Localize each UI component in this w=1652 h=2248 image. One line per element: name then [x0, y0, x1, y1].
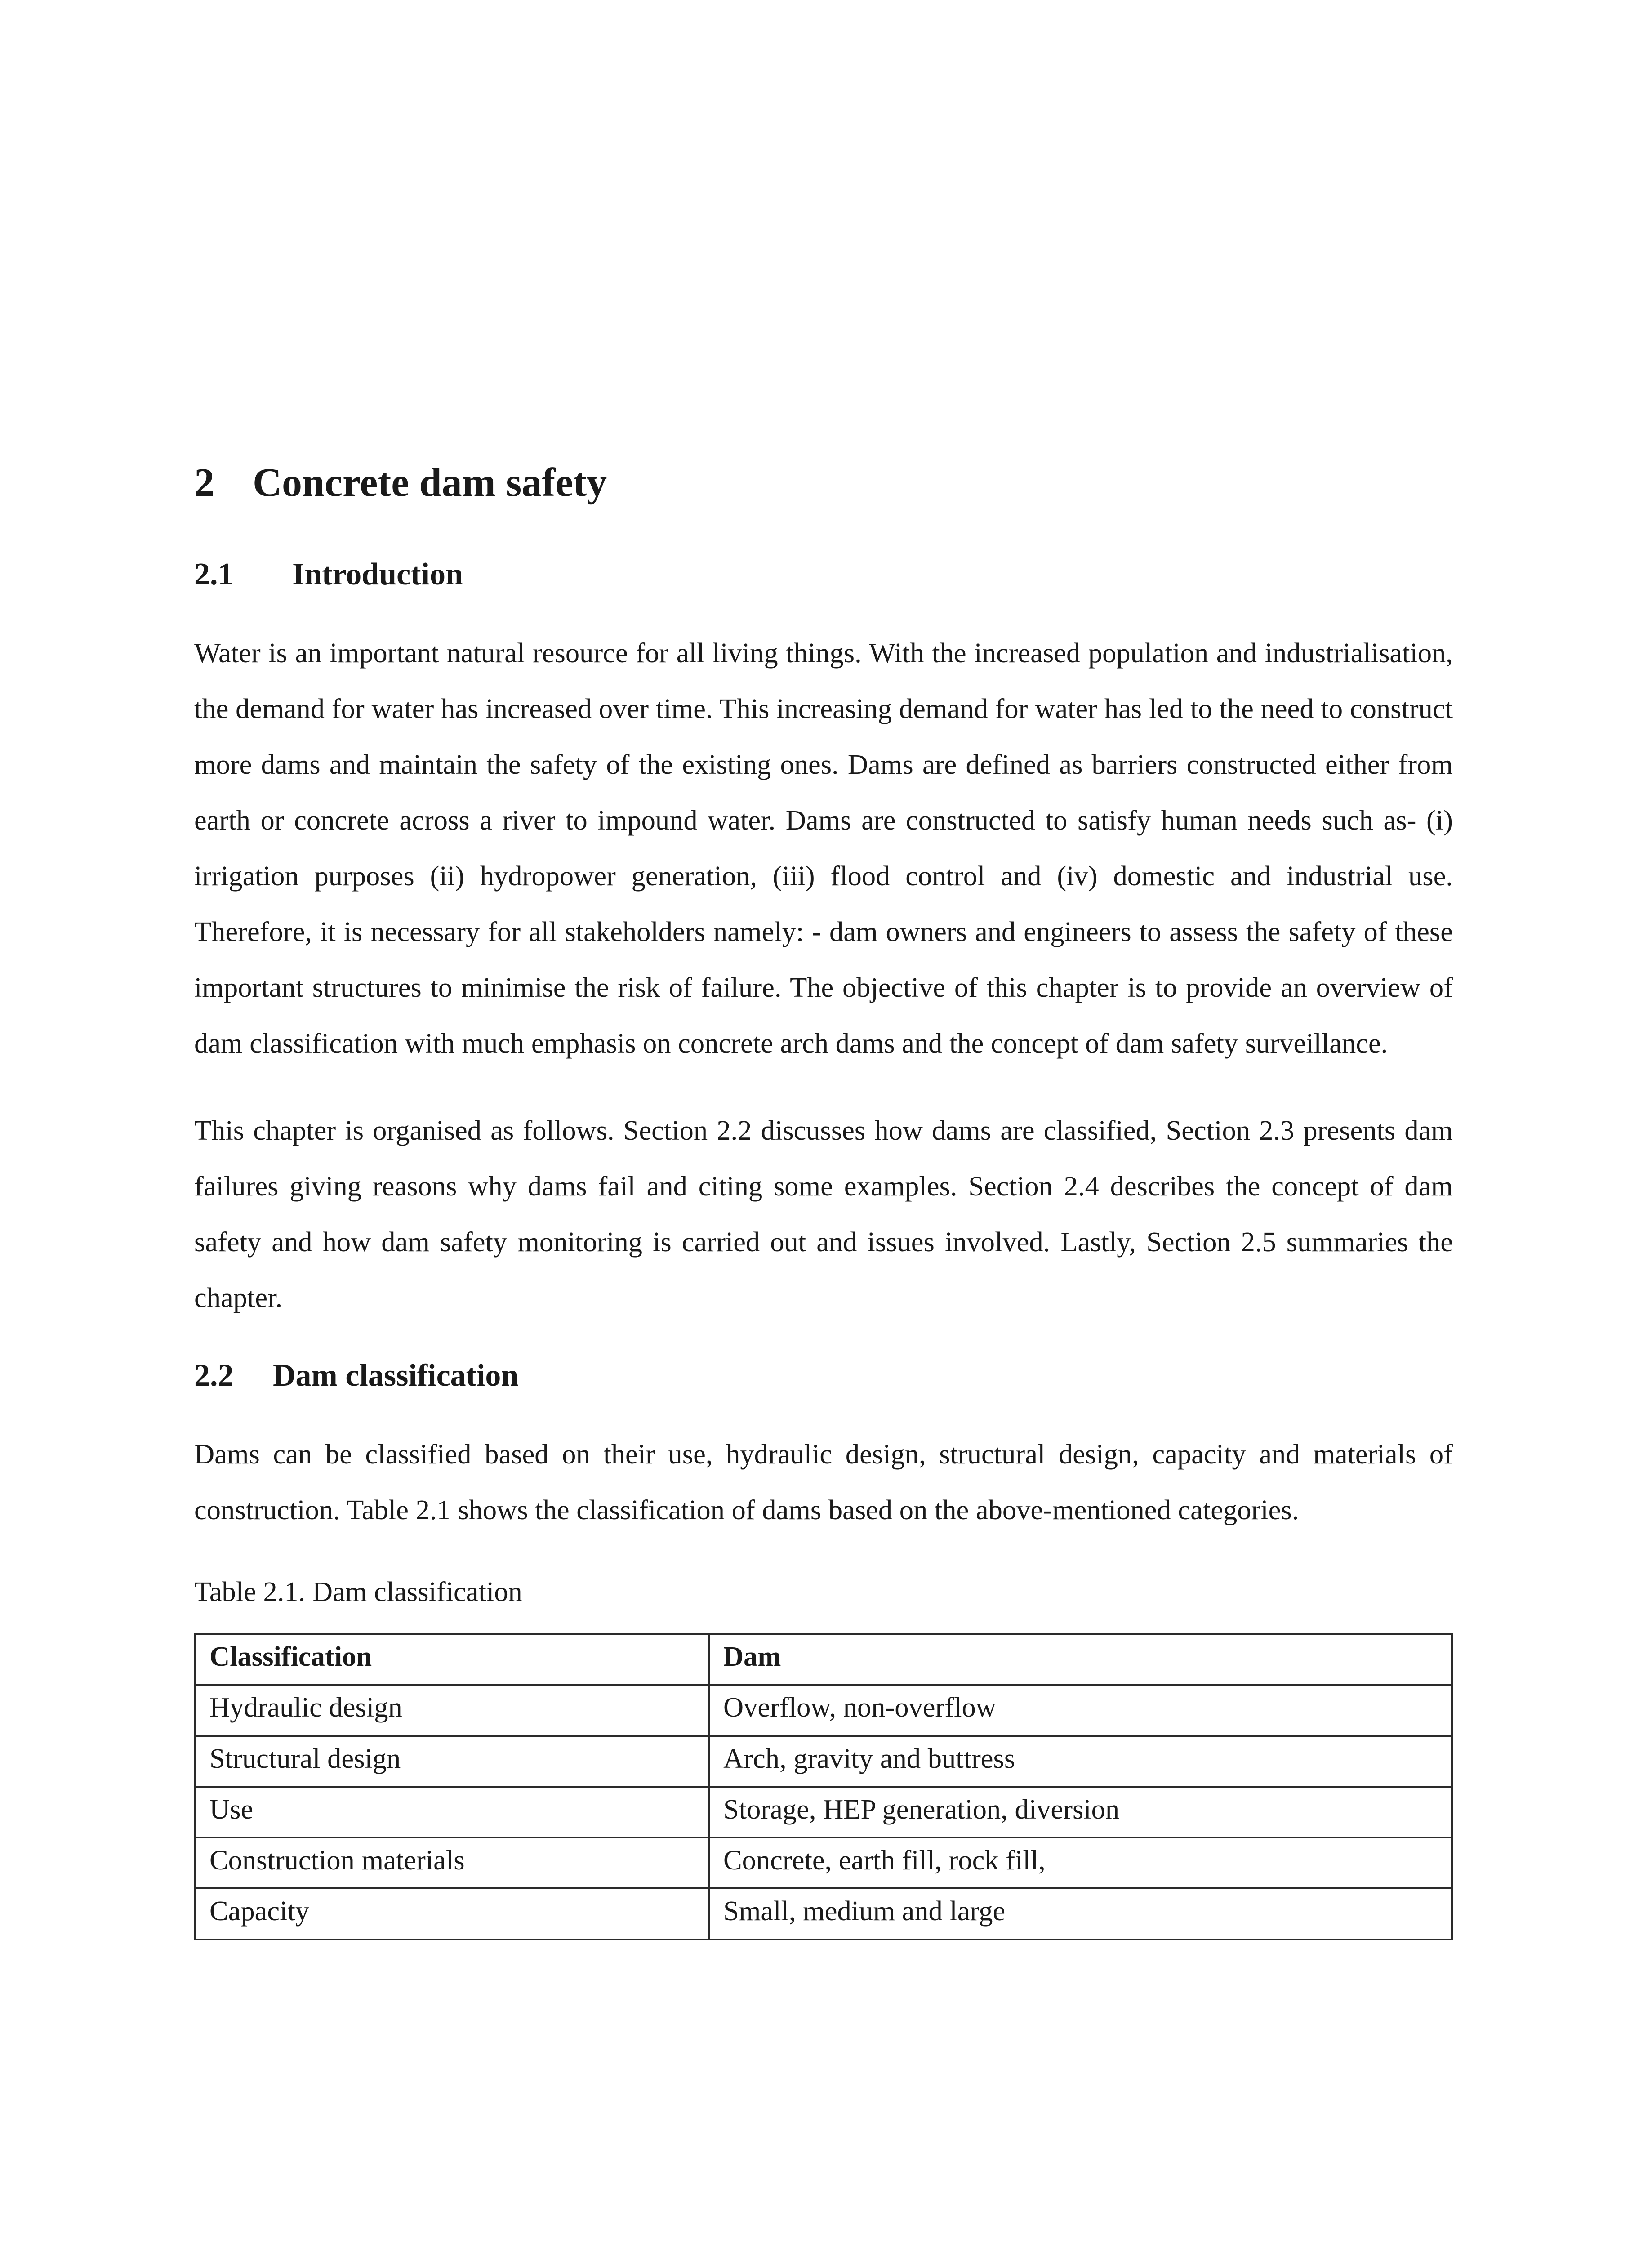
chapter-number: 2: [194, 460, 214, 505]
table-cell: Storage, HEP generation, diversion: [709, 1787, 1452, 1838]
table-cell: Use: [195, 1787, 709, 1838]
section-heading-dam-classification: [194, 1357, 1453, 1395]
table-cell: Capacity: [195, 1888, 709, 1939]
intro-paragraph-2: This chapter is organised as follows. Section 2.2 discusses how dams are classified, Section 2.3 presents dam failures giving reasons why dams fail and citing some examples. Section 2.4 describes the concept of dam safety and how dam safety monitoring is carried out and issues involved. Lastly, Section 2.5 summaries the chapter.: [194, 1115, 1453, 1313]
section-number: 2.1: [194, 557, 234, 592]
classification-paragraph: Dams can be classified based on their use, hydraulic design, structural design, capacity and materials of construction. Table 2.1 shows the classification of dams based on the above-mentioned categories.: [194, 1438, 1453, 1525]
table-cell: Arch, gravity and buttress: [709, 1736, 1452, 1787]
table-caption: Table 2.1. Dam classification: [194, 1576, 522, 1607]
chapter-title: Concrete dam safety: [253, 460, 607, 505]
table-cell: Overflow, non-overflow: [709, 1685, 1452, 1735]
table-cell: Hydraulic design: [195, 1685, 709, 1735]
table-row: [195, 1685, 1452, 1735]
table-row: [195, 1736, 1452, 1787]
table-cell: Small, medium and large: [709, 1888, 1452, 1939]
section-heading-introduction: [194, 556, 1453, 593]
intro-paragraph-1: Water is an important natural resource for all living things. With the increased population and industrialisation, the demand for water has increased over time. This increasing demand for water has led to the need to construct more dams and maintain the safety of the existing ones. Dams are defined as barriers constructed either from earth or concrete across a river to impound water. Dams are constructed to satisfy human needs such as- (i) irrigation purposes (ii) hydropower generation, (iii) flood control and (iv) domestic and industrial use. Therefore, it is necessary for all stakeholders namely: - dam owners and engineers to assess the safety of these important structures to minimise the risk of failure. The objective of this chapter is to provide an overview of dam classification with much emphasis on concrete arch dams and the concept of dam safety surveillance.: [194, 637, 1453, 1059]
table-cell: Construction materials: [195, 1838, 709, 1888]
page-content: [194, 459, 1453, 1940]
table-cell: Structural design: [195, 1736, 709, 1787]
chapter-heading: [194, 459, 1453, 507]
section-title: Introduction: [292, 557, 463, 592]
table-row: [195, 1838, 1452, 1888]
table-cell: Concrete, earth fill, rock fill,: [709, 1838, 1452, 1888]
table-row: [195, 1888, 1452, 1939]
dam-classification-table: [194, 1633, 1453, 1940]
table-header-row: [195, 1634, 1452, 1685]
table-row: [195, 1787, 1452, 1838]
section-number: 2.2: [194, 1358, 234, 1393]
table-header-cell: Dam: [709, 1634, 1452, 1685]
section-title: Dam classification: [273, 1358, 519, 1393]
table-header-cell: Classification: [195, 1634, 709, 1685]
